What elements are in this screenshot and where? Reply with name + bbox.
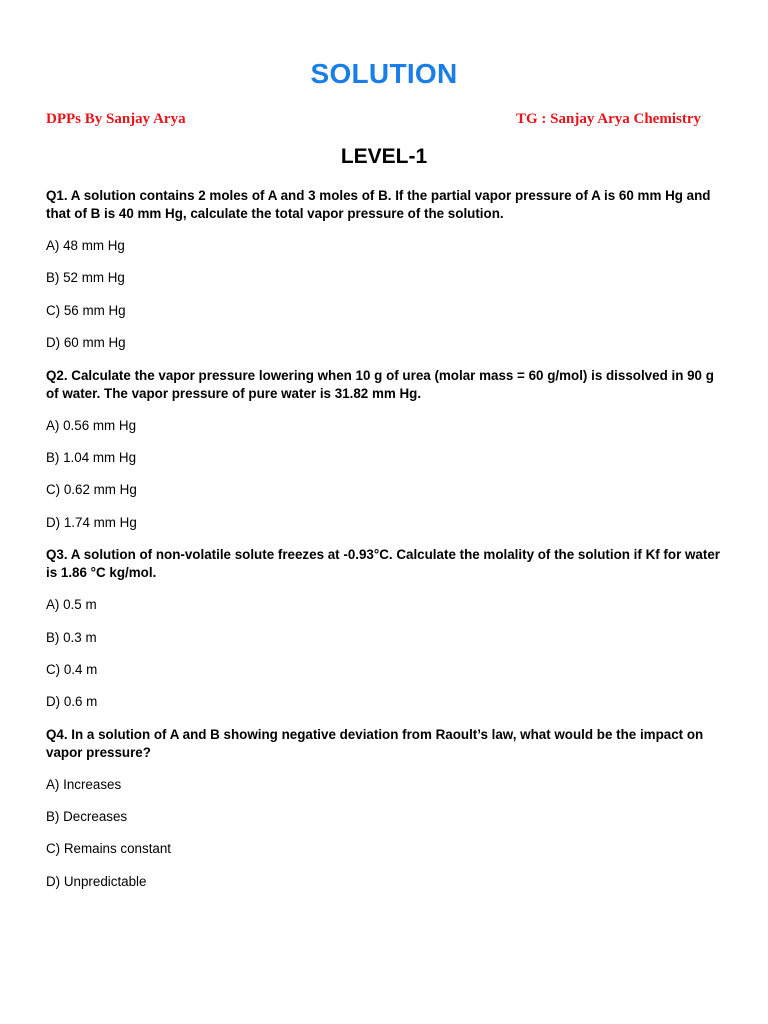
question-text: Q1. A solution contains 2 moles of A and 3 moles of B. If the partial vapor pressure of A is 60 mm Hg and that of B is 40 mm Hg, calculate the total vapor pressure of the solution. (46, 188, 711, 221)
option-a: A) 48 mm Hg (46, 238, 125, 253)
question-text: Q3. A solution of non-volatile solute freezes at -0.93°C. Calculate the molality of the solution if Kf for water is 1.86 °C kg/mol. (46, 547, 720, 581)
option-a: A) Increases (46, 776, 122, 792)
option-d: D) Unpredictable (46, 873, 147, 889)
option-d: D) 1.74 mm Hg (46, 514, 137, 530)
author-label: DPPs By Sanjay Arya (46, 111, 186, 127)
question-3 (46, 546, 726, 711)
question-4 (46, 726, 726, 891)
question-text: Q4. In a solution of A and B showing negative deviation from Raoult’s law, what would be the impact on vapor pressure? (46, 726, 704, 760)
page-title: SOLUTION (310, 58, 458, 89)
option-b: B) 52 mm Hg (46, 270, 125, 286)
question-2 (46, 367, 726, 532)
option-c: C) 0.4 m (46, 661, 98, 677)
question-list (46, 187, 726, 905)
option-a: A) 0.5 m (46, 597, 97, 613)
option-d: D) 0.6 m (46, 694, 98, 710)
option-d: D) 60 mm Hg (46, 335, 126, 351)
option-c: C) 0.62 mm Hg (46, 482, 137, 498)
question-1 (46, 187, 726, 352)
option-c: C) 56 mm Hg (46, 302, 126, 318)
telegram-label: TG : Sanjay Arya Chemistry (516, 111, 701, 127)
option-b: B) 1.04 mm Hg (46, 449, 137, 465)
option-b: B) Decreases (46, 809, 128, 825)
question-text: Q2. Calculate the vapor pressure lowering when 10 g of urea (molar mass = 60 g/mol) is dissolved in 90 g of water. The vapor pressure of pure water is 31.82 mm Hg. (46, 367, 714, 401)
level-heading: LEVEL-1 (340, 145, 428, 168)
option-b: B) 0.3 m (46, 629, 97, 645)
option-c: C) Remains constant (46, 841, 172, 857)
option-a: A) 0.56 mm Hg (46, 417, 137, 433)
